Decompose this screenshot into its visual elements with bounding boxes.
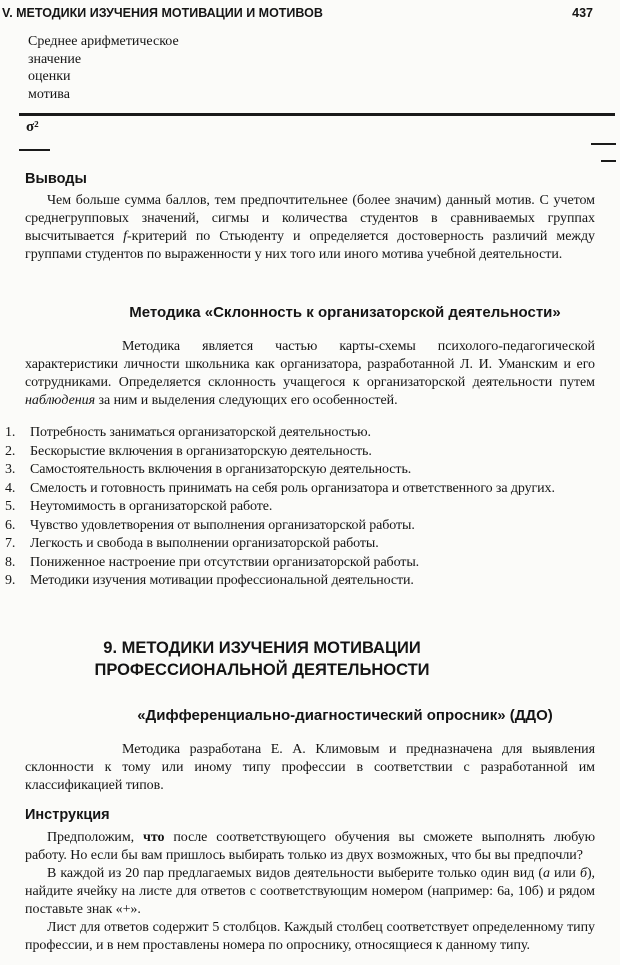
paragraph-segment: -критерий по Стьюденту и определяется достоверность различий между группами студентов по выраженности у них того или иного мотива учебной деятельности. [25,229,595,262]
paragraph-segment: Предположим, [47,829,144,845]
list-item [5,535,595,554]
list-item-number: 5. [5,499,16,514]
list-item [5,443,595,462]
list-item [5,461,595,480]
list-item-number: 7. [5,536,16,551]
list-item-number: 4. [5,480,16,496]
section9-heading [25,637,499,681]
ddo-intro-paragraph: Методика разработана Е. А. Климовым и предназначена для выявления склонности к тому или иному типу профессии в соответствии с разработанной им классификацией типов. [25,741,595,793]
section9-heading-line: 9. МЕТОДИКИ ИЗУЧЕНИЯ МОТИВАЦИИ [103,638,421,657]
sigma-squared-label: σ² [26,119,39,135]
table-row-label-line: значение [28,51,82,67]
list-item-number: 3. [5,462,16,477]
method-org-heading: Методика «Склонность к организаторской деятельности» [129,304,561,321]
instruction-heading: Инструкция [25,806,110,823]
list-item-text: Смелость и готовность принимать на себя роль организатора и ответственного за других. [30,480,555,496]
table-cell-rule-right-bottom [601,160,616,162]
table-cell-rule-right-top [591,143,616,145]
list-item-text: Неутомимость в организаторской работе. [30,499,273,514]
paragraph-segment-italic: а [542,865,550,881]
running-header-title: V. МЕТОДИКИ ИЗУЧЕНИЯ МОТИВАЦИИ И МОТИВОВ [2,6,323,20]
list-item [5,498,595,517]
instruction-paragraph-1 [25,829,595,865]
list-item-number: 2. [5,443,16,459]
list-item-text: Самостоятельность включения в организаторскую деятельность. [30,462,412,477]
list-item-text: Методики изучения мотивации профессиональной деятельности. [30,573,414,588]
running-header [2,6,593,23]
list-item-text: Пониженное настроение при отсутствии организаторской работы. [30,554,420,570]
method-org-paragraph [25,338,595,410]
list-item [5,517,595,536]
ddo-heading: «Дифференциально-диагностический опросник» (ДДО) [137,706,553,724]
paragraph-segment: Методика является частью карты-схемы психолого-педагогической характеристики личности школьника как организатора, разработанной Л. И. Уманским и его сотрудниками. Определяется склонность учащегося к организаторской деятельности путем [25,339,595,390]
paragraph-segment: после соответствующего обучения вы сможете выполнять любую работу. Но если бы вам пришлось выбирать только из двух возможных, что бы вы предпочли? [25,829,595,863]
list-item-number: 8. [5,554,16,570]
list-item [5,572,595,591]
conclusions-paragraph [25,192,595,264]
section9-heading-line: ПРОФЕССИОНАЛЬНОЙ ДЕЯТЕЛЬНОСТИ [94,660,430,679]
table-row-label-line: мотива [28,86,70,102]
list-item [5,480,595,499]
conclusions-heading: Выводы [25,171,87,187]
paragraph-segment-bold: что [143,829,165,845]
list-item-text: Бескорыстие включения в организаторскую деятельность. [30,443,372,459]
instruction-paragraph-2 [25,865,595,919]
list-item-number: 1. [5,425,16,440]
list-item-text: Чувство удовлетворения от выполнения организаторской работы. [30,517,415,533]
paragraph-segment: или [549,865,580,881]
table-cell-rule-left [19,149,50,151]
paragraph-segment-italic: наблюдения [25,393,96,408]
table-row-label [28,33,179,103]
list-item-number: 6. [5,517,16,533]
table-row-label-line: оценки [28,69,71,84]
list-item [5,424,595,443]
list-item [5,554,595,573]
paragraph-segment: Чем больше сумма баллов, тем предпочтительнее (более значим) данный мотив. С учетом среднегрупповых значений, сигмы и количества студентов в сравниваемых группах высчитывается [25,193,595,244]
paragraph-segment-italic: f [123,229,128,244]
features-numbered-list [5,424,595,591]
paragraph-segment: за ним и выделения следующих его особенностей. [95,393,398,408]
page-number: 437 [572,6,593,20]
list-item-text: Легкость и свобода в выполнении организаторской работы. [30,536,379,551]
instruction-paragraph-3: Лист для ответов содержит 5 столбцов. Каждый столбец соответствует определенному типу профессии, и в нем проставлены номера по опроснику, относящиеся к данному типу. [25,919,595,953]
list-item-text: Потребность заниматься организаторской деятельностью. [30,425,371,440]
table-fragment [25,31,595,169]
table-horizontal-rule [19,113,615,116]
paragraph-segment-italic: б [579,865,587,881]
list-item-number: 9. [5,573,16,588]
paragraph-segment: ), найдите ячейку на листе для ответов с соответствующим номером (например: 6а, 10б) и рядом поставьте знак «+». [25,865,595,917]
table-row-label-line: Среднее арифметическое [28,34,179,49]
paragraph-segment: В каждой из 20 пар предлагаемых видов деятельности выберите только один вид ( [47,865,543,881]
